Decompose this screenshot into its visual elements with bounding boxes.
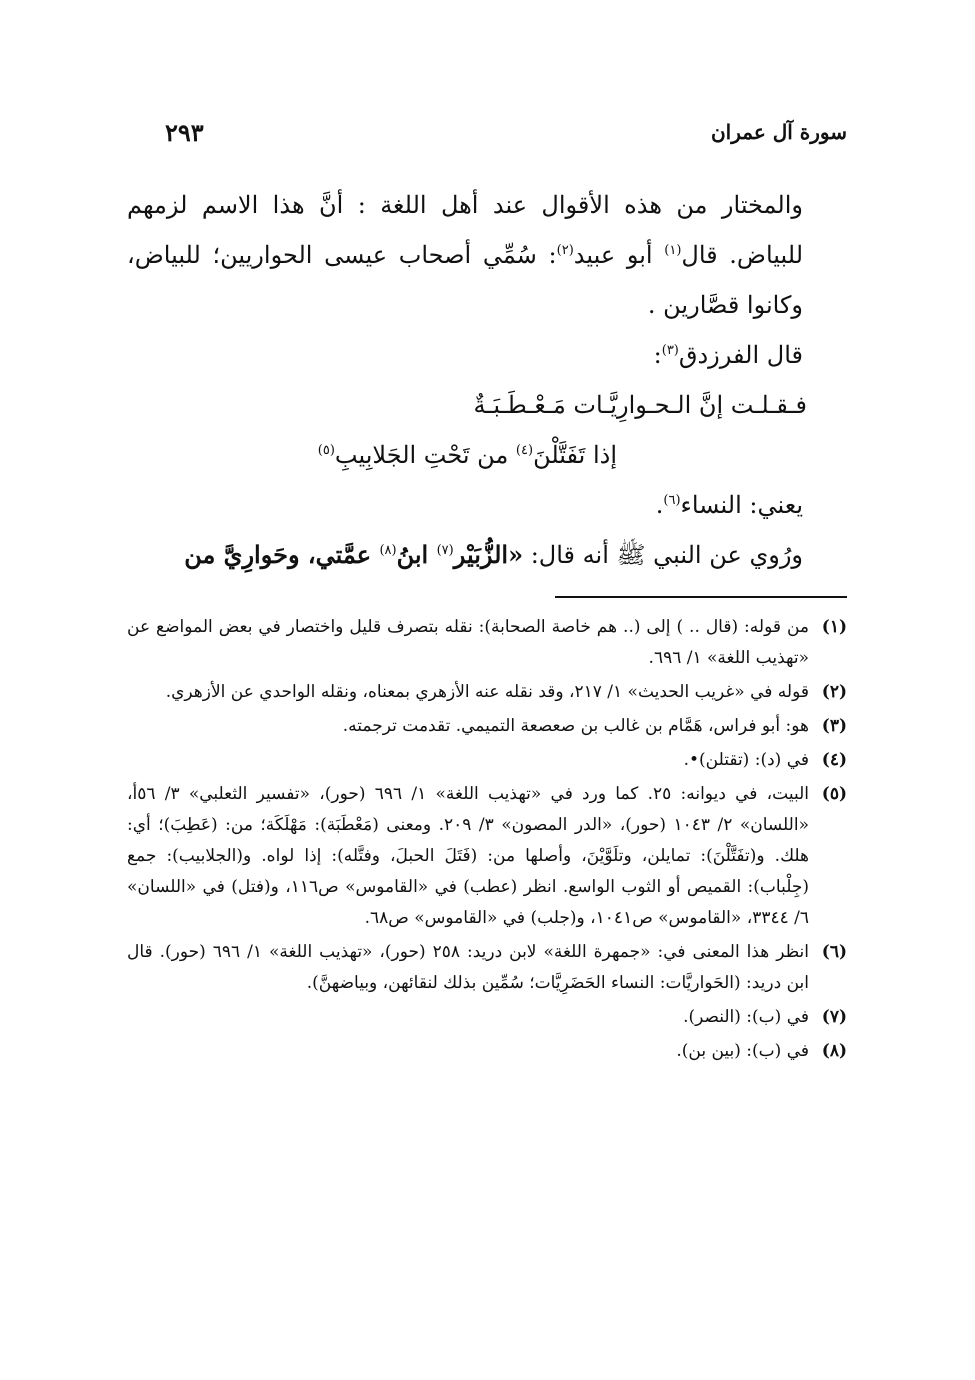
paragraph-2-colon: : bbox=[653, 341, 662, 369]
footnote-number: (١) bbox=[821, 617, 847, 637]
footnote-1 bbox=[127, 612, 847, 674]
verse-line-2-text-b: من تَحْتِ الجَلابِيبِ bbox=[334, 441, 516, 469]
footnote-7 bbox=[127, 1002, 847, 1033]
paragraph-1-text-a: والمختار من هذه الأقوال عند أهل اللغة : أنَّ هذا الاسم لزمهم للبياض. قال bbox=[127, 191, 803, 269]
paragraph-1 bbox=[127, 180, 847, 330]
hadith-quote-b: ابنُ bbox=[396, 540, 437, 569]
footnote-5 bbox=[127, 779, 847, 934]
page-number: ٢٩٣ bbox=[165, 117, 204, 147]
paragraph-2-text: قال الفرزدق bbox=[678, 341, 803, 369]
footnote-ref-1: (١) bbox=[664, 243, 682, 258]
footnote-number: (٦) bbox=[821, 942, 847, 962]
surah-title: سورة آل عمران bbox=[710, 120, 847, 144]
paragraph-1-text-b: أبو عبيد bbox=[573, 241, 665, 269]
footnote-text: من قوله: (قال .. ) إلى (.. هم خاصة الصحابة): نقله بتصرف قليل واختصار في بعض المواضع عن «تهذيب اللغة» ١/ ٦٩٦. bbox=[127, 617, 809, 668]
paragraph-3-text: يعني: النساء bbox=[680, 491, 803, 519]
paragraph-4-text-a: ورُوي عن النبي ﷺ أنه قال: bbox=[523, 541, 803, 569]
paragraph-2 bbox=[127, 330, 847, 380]
paragraph-4 bbox=[127, 530, 847, 580]
page-header bbox=[165, 112, 847, 152]
footnote-ref-6: (٦) bbox=[663, 493, 681, 508]
paragraph-3-end: . bbox=[655, 491, 664, 519]
footnote-ref-2: (٢) bbox=[556, 243, 574, 258]
paragraph-1-text-c: : سُمِّي أصحاب عيسى الحواريين؛ للبياض، وكانوا قصَّارين . bbox=[127, 241, 803, 319]
footnote-6 bbox=[127, 937, 847, 999]
hadith-quote-c: عمَّتي، وحَوارِيَّ من bbox=[184, 540, 380, 569]
footnote-text: في (ب): (النصر). bbox=[683, 1007, 809, 1027]
footnote-number: (٢) bbox=[821, 682, 847, 702]
footnote-2 bbox=[127, 677, 847, 708]
footnote-3 bbox=[127, 711, 847, 742]
main-text bbox=[127, 180, 847, 580]
footnote-text: البيت، في ديوانه: ٢٥. كما ورد في «تهذيب اللغة» ١/ ٦٩٦ (حور)، «تفسير الثعلبي» ٣/ ٥٦أ، «اللسان» ٢/ ١٠٤٣ (حور)، «الدر المصون» ٣/ ٢٠٩. ومعنى (مَعْطَبَة): مَهْلَكَة؛ من: (عَطِبَ)؛ أي: هلك. و(تفَتَّلْنَ): تمايلن، وتلَوَّيْنَ، وأصلها من: (فَتَلَ الحبلَ، وفتَّله): إذا لواه. و(الجلابيب): جمع (جِلْباب): القميص أو الثوب الواسع. انظر (عطب) في «القاموس» ص١١٦، و(فتل) في «اللسان» ٦/ ٣٣٤٤، «القاموس» ص١٠٤١، و(جلب) في «القاموس» ص٦٨. bbox=[127, 784, 809, 928]
footnote-number: (٥) bbox=[821, 784, 847, 804]
footnote-divider bbox=[555, 596, 847, 598]
paragraph-3 bbox=[127, 480, 847, 530]
footnote-text: قوله في «غريب الحديث» ١/ ٢١٧، وقد نقله عنه الأزهري بمعناه، ونقله الواحدي عن الأزهري. bbox=[165, 682, 809, 702]
hadith-quote-a: «الزُّبَيْر bbox=[453, 540, 524, 569]
footnote-ref-8: (٨) bbox=[379, 543, 397, 558]
footnote-ref-5: (٥) bbox=[317, 443, 335, 458]
footnote-ref-7: (٧) bbox=[436, 543, 454, 558]
footnote-4 bbox=[127, 745, 847, 776]
footnote-number: (٣) bbox=[821, 716, 847, 736]
footnotes bbox=[127, 612, 847, 1070]
footnote-text: هو: أبو فراس، هَمَّام بن غالب بن صعصعة التميمي. تقدمت ترجمته. bbox=[342, 716, 809, 736]
footnote-text: في (ب): (بين بن). bbox=[676, 1041, 809, 1061]
verse-line-2 bbox=[127, 430, 847, 480]
footnote-ref-3: (٣) bbox=[661, 343, 679, 358]
verse-line-1: فـقـلـت إنَّ الـحـوارِيَّـات مَـعْـطَـبَـةٌ bbox=[473, 391, 807, 419]
footnote-number: (٧) bbox=[821, 1007, 847, 1027]
footnote-text: انظر هذا المعنى في: «جمهرة اللغة» لابن دريد: ٢٥٨ (حور)، «تهذيب اللغة» ١/ ٦٩٦ (حور). قال ابن دريد: (الحَواريَّات: النساء الحَضَرِيَّات؛ سُمِّين بذلك لنقائهن، وبياضهنَّ). bbox=[127, 942, 809, 993]
footnote-8 bbox=[127, 1036, 847, 1067]
footnote-text: في (د): (تقتلن)•. bbox=[683, 750, 809, 770]
footnote-ref-4: (٤) bbox=[515, 443, 534, 458]
footnote-number: (٨) bbox=[821, 1041, 847, 1061]
footnote-number: (٤) bbox=[821, 750, 847, 770]
verse-line-2-text-a: إذا تَفَتَّلْنَ bbox=[533, 441, 617, 469]
